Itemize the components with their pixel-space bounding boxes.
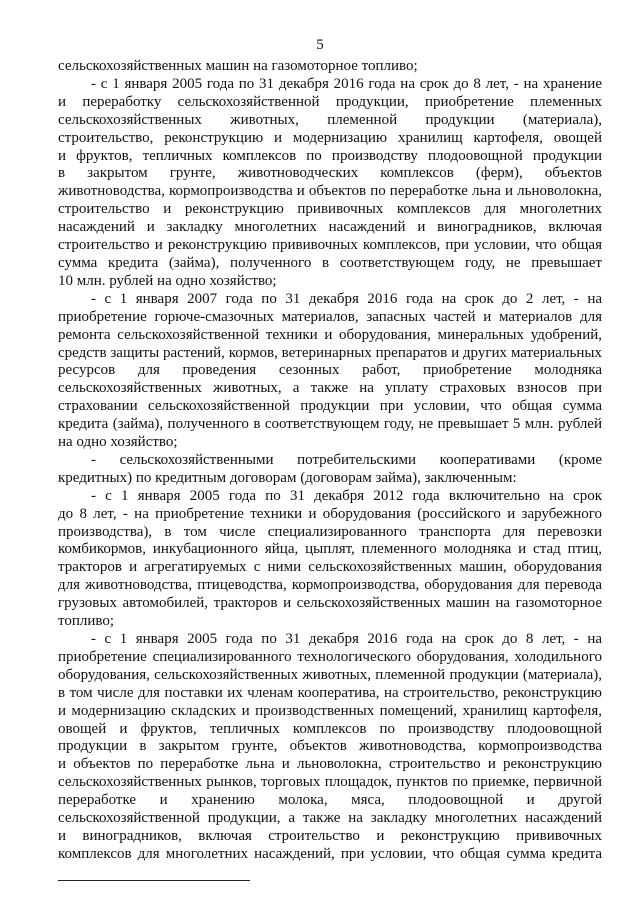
text-line: страховании сельскохозяйственной продукции при условии, что общая сумма	[58, 398, 602, 415]
text-line: сумма кредита (займа), полученного в соответствующем году, не превышает	[58, 254, 602, 271]
text-line: животноводства, кормопроизводства и объектов по переработке льна и льноволокна,	[58, 183, 602, 200]
text-line: овощей и фруктов, тепличных комплексов по производству плодоовощной	[58, 720, 602, 737]
text-line: приобретение горюче-смазочных материалов, запасных частей и материалов для	[58, 308, 602, 325]
text-line: до 8 лет, - на приобретение техники и оборудования (российского и зарубежного	[58, 505, 602, 522]
text-line: переработке и хранению молока, мяса, плодоовощной и другой	[58, 792, 602, 809]
text-line: для животноводства, птицеводства, кормопроизводства, оборудования для перевода	[58, 577, 602, 594]
text-line: строительство, реконструкцию и модернизацию хранилищ картофеля, овощей	[58, 129, 602, 146]
text-line: сельскохозяйственных рынков, торговых площадок, пунктов по приемке, первичной	[58, 774, 602, 791]
text-line: топливо;	[58, 613, 115, 630]
text-line: и виноградников, включая строительство и реконструкцию прививочных	[58, 827, 602, 844]
text-line: строительство и реконструкцию прививочных комплексов для многолетних	[58, 201, 602, 218]
text-line: на одно хозяйство;	[58, 434, 178, 451]
text-line: средств защиты растений, кормов, ветеринарных препаратов и других материальных	[58, 344, 602, 361]
text-line: комбикормов, инкубационного яйца, цыплят, племенного молодняка и стад птиц,	[58, 541, 602, 558]
text-line: приобретение специализированного технологического оборудования, холодильного	[58, 648, 602, 665]
document-body	[58, 58, 602, 864]
text-line: производства), в том числе специализированного транспорта для перевозки	[58, 523, 602, 540]
text-line: кредита (займа), полученного в соответствующем году, не превышает 5 млн. рублей	[58, 416, 602, 433]
text-line: сельскохозяйственной продукции, а также на закладку многолетних насаждений	[58, 810, 602, 827]
text-line: и объектов по переработке льна и льноволокна, строительство и реконструкцию	[58, 756, 602, 773]
text-line: - с 1 января 2005 года по 31 декабря 2016 года на срок до 8 лет, - на	[91, 631, 602, 647]
text-line: сельскохозяйственных животных, а также на уплату страховых взносов при	[58, 380, 602, 397]
text-line: в закрытом грунте, животноводческих комплексов (ферм), объектов	[58, 165, 602, 182]
text-line: продукции в закрытом грунте, объектов животноводства, кормопроизводства	[58, 738, 602, 755]
text-line: ремонта сельскохозяйственной техники и оборудования, минеральных удобрений,	[58, 326, 602, 343]
text-line: - с 1 января 2005 года по 31 декабря 2012 года включительно на срок	[91, 487, 602, 504]
text-line: сельскохозяйственных машин на газомоторное топливо;	[58, 58, 418, 74]
text-line: оборудования, сельскохозяйственных животных, племенной продукции (материала),	[58, 666, 602, 683]
text-line: - сельскохозяйственными потребительскими кооперативами (кроме	[91, 451, 602, 468]
text-line: насаждений и закладку многолетних насаждений и виноградников, включая	[58, 219, 602, 236]
text-line: строительство и реконструкцию прививочных комплексов, при условии, что общая	[58, 237, 602, 254]
text-line: 10 млн. рублей на одно хозяйство;	[58, 272, 277, 289]
text-line: тракторов и агрегатируемых с ними сельскохозяйственных машин, оборудования	[58, 559, 602, 576]
page-number: 5	[316, 37, 324, 53]
text-line: ресурсов для проведения сезонных работ, приобретение молодняка	[58, 362, 602, 379]
text-line: комплексов для многолетних насаждений, при условии, что общая сумма кредита	[58, 845, 602, 862]
footnote-separator-line	[58, 880, 250, 881]
text-line: грузовых автомобилей, тракторов и сельскохозяйственных машин на газомоторное	[58, 595, 602, 612]
text-line: и фруктов, тепличных комплексов по производству плодоовощной продукции	[58, 147, 602, 164]
text-line: и модернизацию складских и производственных помещений, хранилищ картофеля,	[58, 702, 602, 719]
text-line: кредитных) по кредитным договорам (договорам займа), заключенным:	[58, 469, 517, 486]
text-line: в том числе для поставки их членам кооператива, на строительство, реконструкцию	[58, 684, 602, 701]
text-line: сельскохозяйственных животных, племенной продукции (материала),	[58, 111, 602, 128]
text-line: - с 1 января 2007 года по 31 декабря 2016 года на срок до 2 лет, - на	[91, 290, 602, 307]
text-line: и переработку сельскохозяйственной продукции, приобретение племенных	[58, 93, 602, 110]
text-line: - с 1 января 2005 года по 31 декабря 2016 года на срок до 8 лет, - на хранение	[91, 75, 602, 92]
